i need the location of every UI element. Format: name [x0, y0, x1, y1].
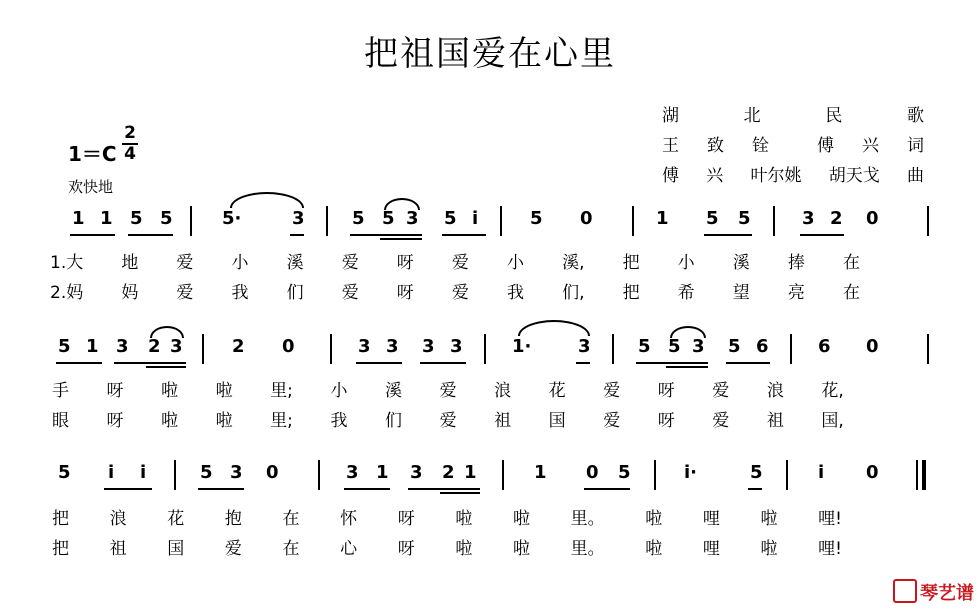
credit-char: 王	[662, 136, 679, 156]
credit-char: 叶尔姚	[750, 166, 802, 186]
bar-line	[786, 460, 788, 490]
lyric-char: 爱	[439, 381, 457, 401]
credit-char: 傅	[662, 166, 679, 186]
beam	[666, 366, 708, 368]
credit-char: 曲	[907, 166, 924, 186]
lyric-char: 溪	[286, 253, 304, 273]
credit-char: 民	[825, 106, 843, 126]
bar-line	[654, 460, 656, 490]
note: 3	[170, 336, 183, 357]
lyric-char: 啦	[760, 539, 778, 559]
lyric-char: 啦	[215, 411, 233, 431]
lyric-char: 哩!	[818, 539, 842, 559]
lyric-char: 捧	[787, 253, 805, 273]
note: 5	[58, 336, 71, 357]
note: 1	[376, 462, 389, 483]
beam	[350, 234, 422, 236]
beam	[440, 492, 480, 494]
time-signature-top: 2	[124, 123, 136, 143]
note: 0	[266, 462, 279, 483]
lyric-char: 呀	[657, 381, 675, 401]
lyric-char: 啦	[455, 539, 473, 559]
bar-line	[927, 206, 929, 236]
lyric-char: 祖	[109, 539, 127, 559]
watermark-logo	[893, 579, 974, 605]
bar-line	[612, 334, 614, 364]
note: 5	[530, 208, 543, 229]
credit-char: 歌	[906, 106, 924, 126]
note: i·	[684, 462, 698, 483]
lyric-char: 在	[282, 509, 300, 529]
lyric-char: 地	[121, 253, 139, 273]
beam	[198, 488, 244, 490]
composer-credit	[662, 161, 924, 186]
final-bar-line	[916, 460, 918, 490]
lyric-char: 啦	[161, 381, 179, 401]
credit-char: 词	[907, 136, 924, 156]
lyric-char: 在	[842, 283, 860, 303]
lyric-char: 里。	[570, 539, 605, 559]
note: 5	[444, 208, 457, 229]
lyric-char: 小	[506, 253, 524, 273]
note: 5	[706, 208, 719, 229]
note: 5	[382, 208, 395, 229]
note: 3	[802, 208, 815, 229]
note: 5	[638, 336, 651, 357]
beam	[70, 234, 115, 236]
beam	[704, 234, 752, 236]
note: 1	[86, 336, 99, 357]
lyric-char: 心	[340, 539, 358, 559]
credit-char: 傅	[817, 136, 834, 156]
lyric-char: 哩	[702, 509, 720, 529]
lyric-char: 爱	[451, 283, 469, 303]
note: 3	[406, 208, 419, 229]
note: 2	[148, 336, 161, 357]
lyric-char: 溪,	[562, 253, 585, 273]
lyric-char: 把	[52, 539, 69, 559]
beam	[420, 362, 466, 364]
lyric-char: 浪	[766, 381, 784, 401]
note: 5	[130, 208, 143, 229]
lyric-char: 小	[330, 381, 348, 401]
credit-char: 胡天戈	[828, 166, 880, 186]
lyric-char: 呀	[397, 539, 415, 559]
lyric-char: 爱	[224, 539, 242, 559]
note: 5	[352, 208, 365, 229]
beam	[584, 488, 630, 490]
beam	[290, 234, 304, 236]
note: 1	[100, 208, 113, 229]
note: 3	[230, 462, 243, 483]
note: 0	[866, 208, 879, 229]
lyric-char: 们	[385, 411, 403, 431]
lyrics-verse-2	[52, 406, 844, 431]
beam	[442, 234, 486, 236]
lyric-char: 怀	[340, 509, 358, 529]
lyric-char: 妈	[121, 283, 139, 303]
logo-icon	[893, 579, 917, 603]
lyric-char: 爱	[439, 411, 457, 431]
beam	[800, 234, 844, 236]
lyric-char: 呀	[397, 509, 415, 529]
bar-line	[330, 334, 332, 364]
lyricist-credit	[662, 131, 924, 156]
bar-line	[773, 206, 775, 236]
note: 3	[386, 336, 399, 357]
credit-char: 兴	[862, 136, 879, 156]
lyric-char: 们,	[562, 283, 585, 303]
lyric-char: 啦	[455, 509, 473, 529]
tie-arc	[230, 192, 304, 208]
note: 5	[738, 208, 751, 229]
note: 5	[58, 462, 71, 483]
note: 0	[580, 208, 593, 229]
lyric-char: 浪	[109, 509, 127, 529]
note: i	[818, 462, 825, 483]
note: 0	[866, 462, 879, 483]
bar-line	[202, 334, 204, 364]
tie-arc	[518, 320, 590, 336]
note: 6	[756, 336, 769, 357]
song-title: 把祖国爱在心里	[364, 34, 616, 74]
beam	[408, 488, 480, 490]
lyric-char: 啦	[215, 381, 233, 401]
lyric-char: 爱	[176, 253, 194, 273]
credit-char: 北	[743, 106, 761, 126]
beam	[576, 362, 590, 364]
lyric-char: 祖	[766, 411, 784, 431]
beam	[380, 238, 422, 240]
lyric-char: 在	[842, 253, 860, 273]
note: 3	[410, 462, 423, 483]
bar-line	[790, 334, 792, 364]
lyric-char: 把	[622, 253, 640, 273]
lyric-char: 呀	[106, 381, 124, 401]
note: 1	[656, 208, 669, 229]
lyric-char: 呀	[396, 283, 414, 303]
lyric-char: 希	[677, 283, 695, 303]
lyrics-verse-1	[52, 504, 842, 529]
lyric-char: 祖	[494, 411, 512, 431]
note: 2	[232, 336, 245, 357]
note: 3	[116, 336, 129, 357]
lyric-char: 呀	[106, 411, 124, 431]
watermark-text: 琴艺谱	[920, 583, 974, 604]
lyric-char: 哩	[702, 539, 720, 559]
lyric-char: 爱	[341, 253, 359, 273]
lyrics-verse-2	[52, 534, 842, 559]
lyric-char: 我	[231, 283, 249, 303]
origin-credit	[662, 101, 924, 126]
note: 3	[450, 336, 463, 357]
credit-char: 湖	[662, 106, 679, 126]
beam	[104, 488, 152, 490]
bar-line	[927, 334, 929, 364]
note: 5	[160, 208, 173, 229]
note: 0	[282, 336, 295, 357]
lyric-char: 1.大	[50, 253, 84, 273]
lyric-char: 花,	[821, 381, 844, 401]
beam	[128, 234, 173, 236]
note: 3	[346, 462, 359, 483]
key-signature: 1＝C	[68, 142, 117, 166]
music-line-1	[0, 202, 980, 242]
lyric-char: 里;	[270, 411, 293, 431]
final-bar-line	[922, 460, 926, 490]
music-line-2	[0, 330, 980, 370]
bar-line	[174, 460, 176, 490]
note: i	[140, 462, 147, 483]
note: i	[108, 462, 115, 483]
lyric-char: 把	[52, 509, 69, 529]
credit-char: 兴	[706, 166, 724, 186]
lyric-char: 呀	[657, 411, 675, 431]
lyric-char: 小	[677, 253, 695, 273]
lyrics-verse-1	[52, 376, 844, 401]
beam	[356, 362, 402, 364]
beam	[114, 362, 186, 364]
lyric-char: 爱	[603, 381, 621, 401]
note: 5·	[222, 208, 242, 229]
lyrics-verse-1	[50, 248, 860, 273]
lyric-char: 里。	[570, 509, 605, 529]
note: 6	[818, 336, 831, 357]
bar-line	[484, 334, 486, 364]
beam	[56, 362, 102, 364]
lyric-char: 啦	[645, 509, 663, 529]
lyric-char: 抱	[224, 509, 242, 529]
credit-char: 致	[707, 136, 724, 156]
lyric-char: 小	[231, 253, 249, 273]
lyric-char: 啦	[645, 539, 663, 559]
lyric-char: 溪	[385, 381, 403, 401]
bar-line	[500, 206, 502, 236]
lyric-char: 爱	[451, 253, 469, 273]
lyric-char: 2.妈	[50, 283, 84, 303]
lyric-char: 啦	[513, 539, 530, 559]
lyric-char: 浪	[494, 381, 512, 401]
note: 5	[618, 462, 631, 483]
tie-arc	[150, 326, 184, 338]
lyric-char: 爱	[712, 381, 730, 401]
note: i	[472, 208, 479, 229]
lyric-char: 啦	[161, 411, 179, 431]
beam	[726, 362, 770, 364]
credit-char: 铨	[752, 136, 769, 156]
note: 3	[422, 336, 435, 357]
beam	[344, 488, 390, 490]
lyric-char: 花	[548, 381, 566, 401]
note: 3	[292, 208, 305, 229]
beam	[636, 362, 708, 364]
lyric-char: 望	[732, 283, 750, 303]
lyric-char: 啦	[760, 509, 778, 529]
lyric-char: 花	[167, 509, 185, 529]
time-signature	[120, 124, 140, 164]
lyric-char: 呀	[396, 253, 414, 273]
lyric-char: 手	[52, 381, 69, 401]
lyric-char: 国	[548, 411, 566, 431]
lyric-char: 爱	[603, 411, 621, 431]
music-line-3	[0, 456, 980, 496]
bar-line	[318, 460, 320, 490]
bar-line	[326, 206, 328, 236]
lyric-char: 国	[167, 539, 185, 559]
lyric-char: 我	[330, 411, 348, 431]
note: 0	[866, 336, 879, 357]
lyric-char: 哩!	[818, 509, 842, 529]
note: 5	[668, 336, 681, 357]
lyric-char: 溪	[732, 253, 750, 273]
note: 1·	[512, 336, 532, 357]
bar-line	[190, 206, 192, 236]
tempo-marking: 欢快地	[68, 178, 114, 196]
note: 3	[358, 336, 371, 357]
lyric-char: 爱	[712, 411, 730, 431]
note: 1	[534, 462, 547, 483]
note: 1	[464, 462, 477, 483]
lyric-char: 爱	[341, 283, 359, 303]
lyric-char: 爱	[176, 283, 194, 303]
lyric-char: 我	[506, 283, 524, 303]
note: 5	[750, 462, 763, 483]
bar-line	[502, 460, 504, 490]
beam	[146, 366, 186, 368]
tie-arc	[384, 198, 420, 210]
lyric-char: 里;	[270, 381, 293, 401]
lyric-char: 国,	[821, 411, 844, 431]
note: 0	[586, 462, 599, 483]
beam	[748, 488, 762, 490]
lyrics-verse-2	[50, 278, 860, 303]
lyric-char: 把	[622, 283, 640, 303]
note: 5	[200, 462, 213, 483]
lyric-char: 亮	[787, 283, 805, 303]
lyric-char: 眼	[52, 411, 69, 431]
note: 3	[578, 336, 591, 357]
lyric-char: 们	[286, 283, 304, 303]
note: 1	[72, 208, 85, 229]
note: 5	[728, 336, 741, 357]
note: 3	[692, 336, 705, 357]
tie-arc	[670, 326, 706, 338]
note: 2	[442, 462, 455, 483]
lyric-char: 在	[282, 539, 300, 559]
lyric-char: 啦	[513, 509, 530, 529]
time-signature-bottom: 4	[124, 144, 136, 164]
note: 2	[830, 208, 843, 229]
bar-line	[632, 206, 634, 236]
